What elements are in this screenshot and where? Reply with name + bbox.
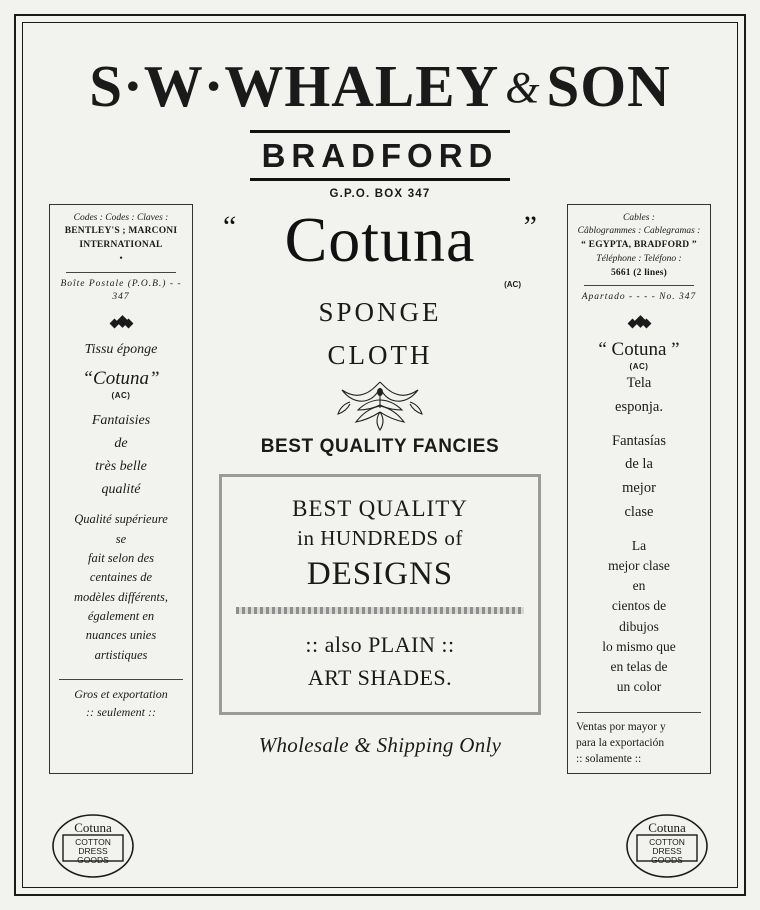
trademark-logo-left (51, 813, 135, 879)
designs-line-3: DESIGNS (306, 555, 454, 592)
ac-mark-right: (AC) (629, 362, 649, 372)
left-footer-divider (59, 679, 184, 680)
ac-mark-centre: (AC) (504, 279, 521, 289)
codes-line-1: BENTLEY'S ; MARCONI (64, 226, 178, 237)
superior-quality-french-group (56, 510, 186, 665)
codes-line-2: INTERNATIONAL (79, 240, 163, 251)
right-column-spanish (567, 204, 711, 774)
designs-line-1: BEST QUALITY (292, 495, 468, 521)
cables-line-2: “ EGYPTA, BRADFORD ” (581, 240, 697, 251)
quality-french-group (56, 410, 186, 500)
dibujos: dibujos (619, 618, 659, 634)
brand-lockup (205, 203, 555, 289)
right-footer-divider (577, 712, 702, 713)
esponja: esponja. (615, 398, 663, 415)
three-column-body (49, 204, 711, 804)
tissu-eponge: Tissu éponge (84, 342, 158, 358)
po-box: G.P.O. BOX 347 (329, 187, 431, 200)
artistiques: artistiques (94, 647, 148, 662)
product-type-line-2: CLOTH (327, 339, 433, 370)
ampersand: & (505, 63, 541, 112)
tres-belle: très belle (95, 459, 147, 475)
svg-text:GOODS: GOODS (651, 855, 683, 865)
mejor-clase-group (574, 536, 704, 698)
svg-text:DRESS: DRESS (78, 846, 108, 856)
cientos-de: cientos de (611, 598, 667, 614)
centre-column (205, 204, 555, 759)
town-name: BRADFORD (261, 137, 499, 174)
se: se (115, 531, 127, 546)
best-quality-fancies: BEST QUALITY FANCIES (260, 435, 500, 457)
svg-text:DRESS: DRESS (652, 846, 682, 856)
apartado: Apartado - - - - No. 347 (581, 292, 697, 303)
lo-mismo-que: lo mismo que (602, 638, 676, 654)
brand-name-french: “Cotuna” (82, 368, 160, 390)
modeles-differents: modèles différents, (74, 589, 168, 604)
boite-postale: Boîte Postale (P.O.B.) - - 347 (60, 278, 182, 303)
designs-line-5: ART SHADES. (307, 665, 453, 691)
svg-text:COTTON: COTTON (75, 837, 111, 847)
de-la: de la (625, 456, 653, 473)
fait-selon-des: fait selon des (88, 550, 154, 565)
designs-callout-box (219, 474, 541, 716)
floral-ornament-icon (320, 378, 440, 434)
diamond-ornament-icon (111, 317, 131, 329)
left-column-french (49, 204, 193, 774)
clase: clase (624, 503, 654, 520)
cables-header: Cables : (623, 212, 655, 223)
diamond-ornament-icon-right (629, 317, 649, 329)
wholesale-note: Wholesale & Shipping Only (258, 733, 502, 758)
right-footer-line-1: Ventas por mayor y (576, 720, 666, 733)
company-name-first: S·W·W (89, 53, 285, 119)
trademark-logo-right (625, 813, 709, 879)
fantasias-group (574, 431, 704, 524)
codes-divider (66, 272, 175, 273)
brand-name-main: Cotuna (284, 203, 476, 275)
un-color: un color (616, 679, 662, 695)
quote-open: “ (223, 209, 237, 243)
telephone-number: 5661 (2 lines) (610, 267, 668, 278)
left-footer-line-1: Gros et exportation (74, 687, 168, 702)
designs-line-2: in HUNDREDS of (297, 525, 463, 550)
svg-text:Cotuna: Cotuna (648, 820, 686, 835)
brand-name-spanish: “ Cotuna ” (598, 339, 680, 361)
ac-mark-left: (AC) (111, 391, 131, 401)
codes-block (56, 212, 186, 306)
cables-block (574, 212, 704, 306)
codes-header: Codes : Codes : Claves : (73, 212, 169, 223)
nuances-unies: nuances unies (85, 628, 157, 643)
company-name (49, 53, 711, 119)
qualite-superieure: Qualité supérieure (74, 512, 168, 527)
advert-content (23, 23, 737, 887)
divider-below-town (250, 178, 510, 181)
left-footer-line-2: :: seulement :: (86, 704, 156, 719)
la: La (631, 537, 647, 553)
centaines-de: centaines de (89, 570, 153, 585)
designs-divider-bar (236, 607, 524, 614)
fantaisies: Fantaisies (91, 413, 151, 429)
company-name-son: SON (546, 53, 671, 119)
divider-above-town (250, 130, 510, 133)
svg-text:Cotuna: Cotuna (74, 820, 112, 835)
quote-close: ” (523, 209, 537, 243)
page-border-inner (22, 22, 738, 888)
cables-divider (584, 285, 693, 286)
qualite: qualité (101, 482, 141, 498)
en: en (632, 578, 646, 594)
en-telas-de: en telas de (610, 659, 668, 675)
telephone-label: Téléphone : Teléfono : (596, 253, 682, 264)
fantasias: Fantasías (612, 432, 666, 449)
svg-text:GOODS: GOODS (77, 855, 109, 865)
designs-line-4: :: also PLAIN :: (305, 632, 455, 658)
right-footer-line-2: para la exportación (576, 736, 665, 749)
right-footer-line-3: :: solamente :: (576, 752, 642, 765)
mejor: mejor (622, 480, 656, 497)
egalement-en: également en (87, 609, 155, 624)
tela: Tela (626, 375, 652, 392)
de: de (114, 436, 128, 452)
product-type-line-1: SPONGE (318, 296, 442, 327)
company-name-rest: HALEY (284, 53, 500, 119)
codes-bullet: • (119, 253, 123, 264)
svg-text:COTTON: COTTON (649, 837, 685, 847)
mejor-clase: mejor clase (608, 557, 670, 573)
cables-line-1: Câblogrammes : Cablegramas : (577, 226, 701, 237)
